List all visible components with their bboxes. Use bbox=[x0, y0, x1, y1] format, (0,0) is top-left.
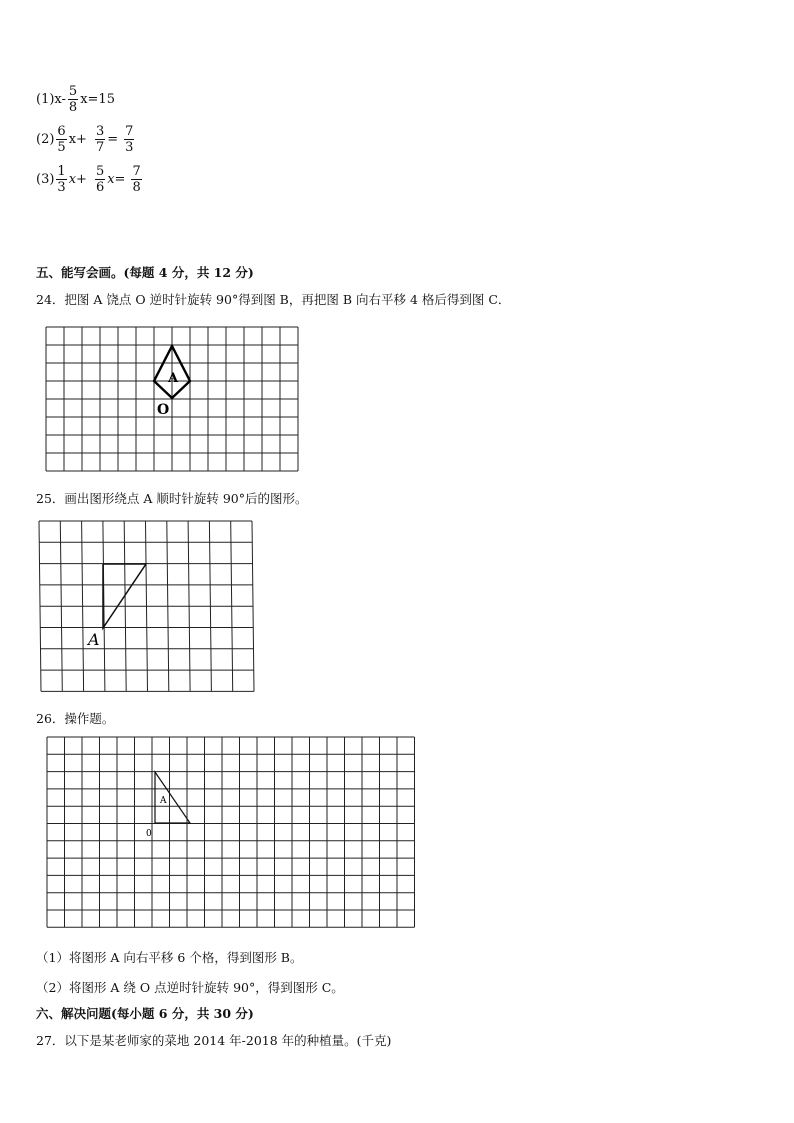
eq2-den1: 5 bbox=[57, 140, 66, 155]
q26-label-a: A bbox=[160, 796, 167, 806]
eq1-suffix: x=15 bbox=[80, 92, 115, 107]
question-24-text: 24．把图 A 饶点 O 逆时针旋转 90°得到图 B，再把图 B 向右平移 4 格后得到图 C． bbox=[36, 292, 511, 307]
eq3-mid: x+ bbox=[68, 172, 87, 187]
eq3-num3: 7 bbox=[132, 164, 141, 179]
eq3-num2: 5 bbox=[95, 164, 105, 179]
question-27-text: 27．以下是某老师家的菜地 2014 年-2018 年的种植量。(千克) bbox=[36, 1033, 392, 1048]
eq2-equals: = bbox=[107, 132, 119, 147]
eq3-den1: 3 bbox=[57, 180, 66, 195]
eq2-num1: 6 bbox=[57, 124, 66, 139]
eq3-num1: 1 bbox=[57, 164, 66, 179]
question-25-text: 25．画出图形绕点 A 顺时针旋转 90°后的图形。 bbox=[36, 491, 308, 506]
eq2-num2: 3 bbox=[95, 124, 105, 139]
section-6-heading: 六、解决问题(每小题 6 分，共 30 分) bbox=[36, 1006, 254, 1021]
eq3-prefix: (3) bbox=[36, 172, 55, 187]
question-26-text: 26．操作题。 bbox=[36, 711, 115, 726]
eq3-den3: 8 bbox=[132, 180, 141, 195]
eq3-mid2: x= bbox=[107, 172, 126, 187]
q26-label-o: 0 bbox=[146, 829, 152, 839]
eq1-numerator: 5 bbox=[68, 84, 78, 99]
section-5-heading: 五、能写会画。(每题 4 分，共 12 分) bbox=[36, 265, 254, 280]
q24-label-o: O bbox=[157, 402, 170, 418]
eq2-den3: 3 bbox=[125, 140, 134, 155]
eq1-denominator: 8 bbox=[68, 100, 78, 115]
eq2-num3: 7 bbox=[125, 124, 134, 139]
question-26-sub-1: （1）将图形 A 向右平移 6 个格，得到图形 B。 bbox=[36, 950, 303, 965]
question-26-sub-2: （2）将图形 A 绕 O 点逆时针旋转 90°，得到图形 C。 bbox=[36, 980, 344, 995]
eq2-den2: 7 bbox=[95, 140, 105, 155]
eq2-prefix: (2) bbox=[36, 132, 55, 147]
eq2-mid: x+ bbox=[68, 132, 87, 147]
q25-label-a: A bbox=[88, 630, 100, 649]
eq1-prefix: (1)x- bbox=[36, 92, 66, 107]
q24-label-a: A bbox=[168, 371, 179, 386]
eq3-den2: 6 bbox=[95, 180, 105, 195]
q26-grid bbox=[47, 737, 415, 927]
